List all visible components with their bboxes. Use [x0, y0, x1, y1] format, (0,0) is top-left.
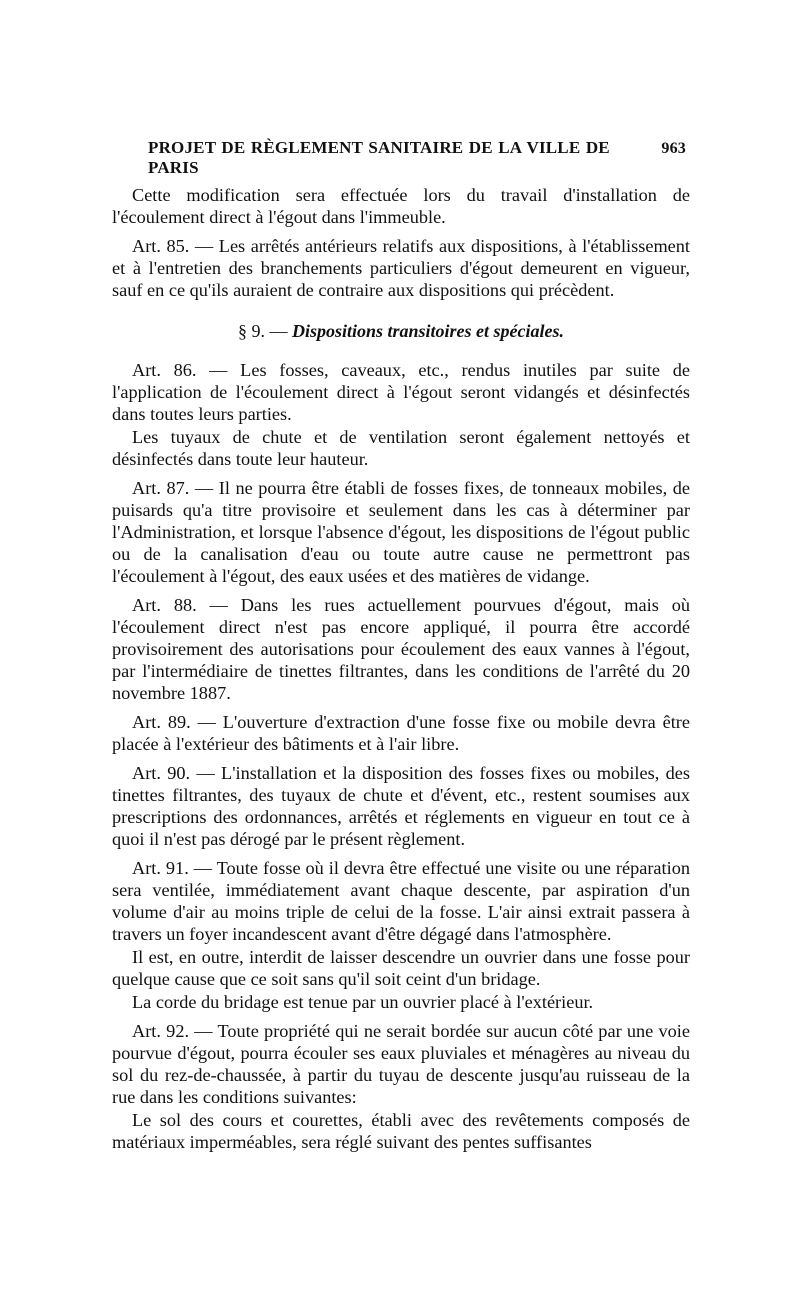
article-92-paragraph-2: Le sol des cours et courettes, établi avec des revêtements composés de matériaux imperméables, sera réglé suivant des pentes suffisantes	[112, 1110, 690, 1152]
running-header	[148, 138, 690, 178]
page-header-title: PROJET DE RÈGLEMENT SANITAIRE DE LA VILLE DE PARIS	[148, 138, 610, 177]
article-91-paragraph-2: Il est, en outre, interdit de laisser descendre un ouvrier dans une fosse pour quelque cause que ce soit sans qu'il soit ceint d'un bridage.	[112, 947, 690, 989]
article-90: Art. 90. — L'installation et la disposition des fosses fixes ou mobiles, des tinettes filtrantes, des tuyaux de chute et d'évent, etc., restent soumises aux prescriptions des ordonnances, arrêtés et réglements en vigueur en tout ce à quoi il n'est pas dérogé par le présent règlement.	[112, 763, 690, 849]
article-85: Art. 85. — Les arrêtés antérieurs relatifs aux dispositions, à l'établissement et à l'entretien des branchements particuliers d'égout demeurent en vigueur, sauf en ce qu'ils auraient de contraire aux dispositions qui précèdent.	[112, 236, 690, 300]
article-86: Art. 86. — Les fosses, caveaux, etc., rendus inutiles par suite de l'application de l'écoulement direct à l'égout seront vidangés et désinfectés dans toutes leurs parties.	[112, 360, 690, 424]
article-88: Art. 88. — Dans les rues actuellement pourvues d'égout, mais où l'écoulement direct n'est pas encore appliqué, il pourra être accordé provisoirement des autorisations pour écoulement des eaux vannes à l'égout, par l'intermédiaire de tinettes filtrantes, dans les conditions de l'arrêté du 20 novembre 1887.	[112, 595, 690, 703]
section-heading	[112, 321, 690, 342]
article-91: Art. 91. — Toute fosse où il devra être effectué une visite ou une réparation sera ventilée, immédiatement avant chaque descente, par aspiration d'un volume d'air au moins triple de celui de la fosse. L'air ainsi extrait passera à travers un foyer incandescent avant d'être dégagé dans l'atmosphère.	[112, 858, 690, 944]
article-86-paragraph-2: Les tuyaux de chute et de ventilation seront également nettoyés et désinfectés dans toute leur hauteur.	[112, 427, 690, 469]
document-page	[112, 138, 690, 1153]
article-91-paragraph-3: La corde du bridage est tenue par un ouvrier placé à l'extérieur.	[132, 992, 594, 1012]
article-89: Art. 89. — L'ouverture d'extraction d'une fosse fixe ou mobile devra être placée à l'extérieur des bâtiments et à l'air libre.	[112, 712, 690, 754]
section-number: § 9. —	[237, 321, 288, 341]
paragraph-continuation: Cette modification sera effectuée lors du travail d'installation de l'écoulement direct à l'égout dans l'immeuble.	[112, 185, 690, 227]
page-number: 963	[661, 140, 686, 157]
article-92: Art. 92. — Toute propriété qui ne serait bordée sur aucun côté par une voie pourvue d'égout, pourra écouler ses eaux pluviales et ménagères au niveau du sol du rez-de-chaussée, à partir du tuyau de descente jusqu'au ruisseau de la rue dans les conditions suivantes:	[112, 1021, 690, 1107]
section-name: Dispositions transitoires et spéciales.	[291, 321, 565, 341]
article-87: Art. 87. — Il ne pourra être établi de fosses fixes, de tonneaux mobiles, de puisards qu'a titre provisoire et seulement dans les cas à déterminer par l'Administration, et lorsque l'absence d'égout, les dispositions de l'égout public ou de la canalisation d'eau ou toute autre cause ne permettront pas l'écoulement à l'égout, des eaux usées et des matières de vidange.	[112, 478, 690, 586]
